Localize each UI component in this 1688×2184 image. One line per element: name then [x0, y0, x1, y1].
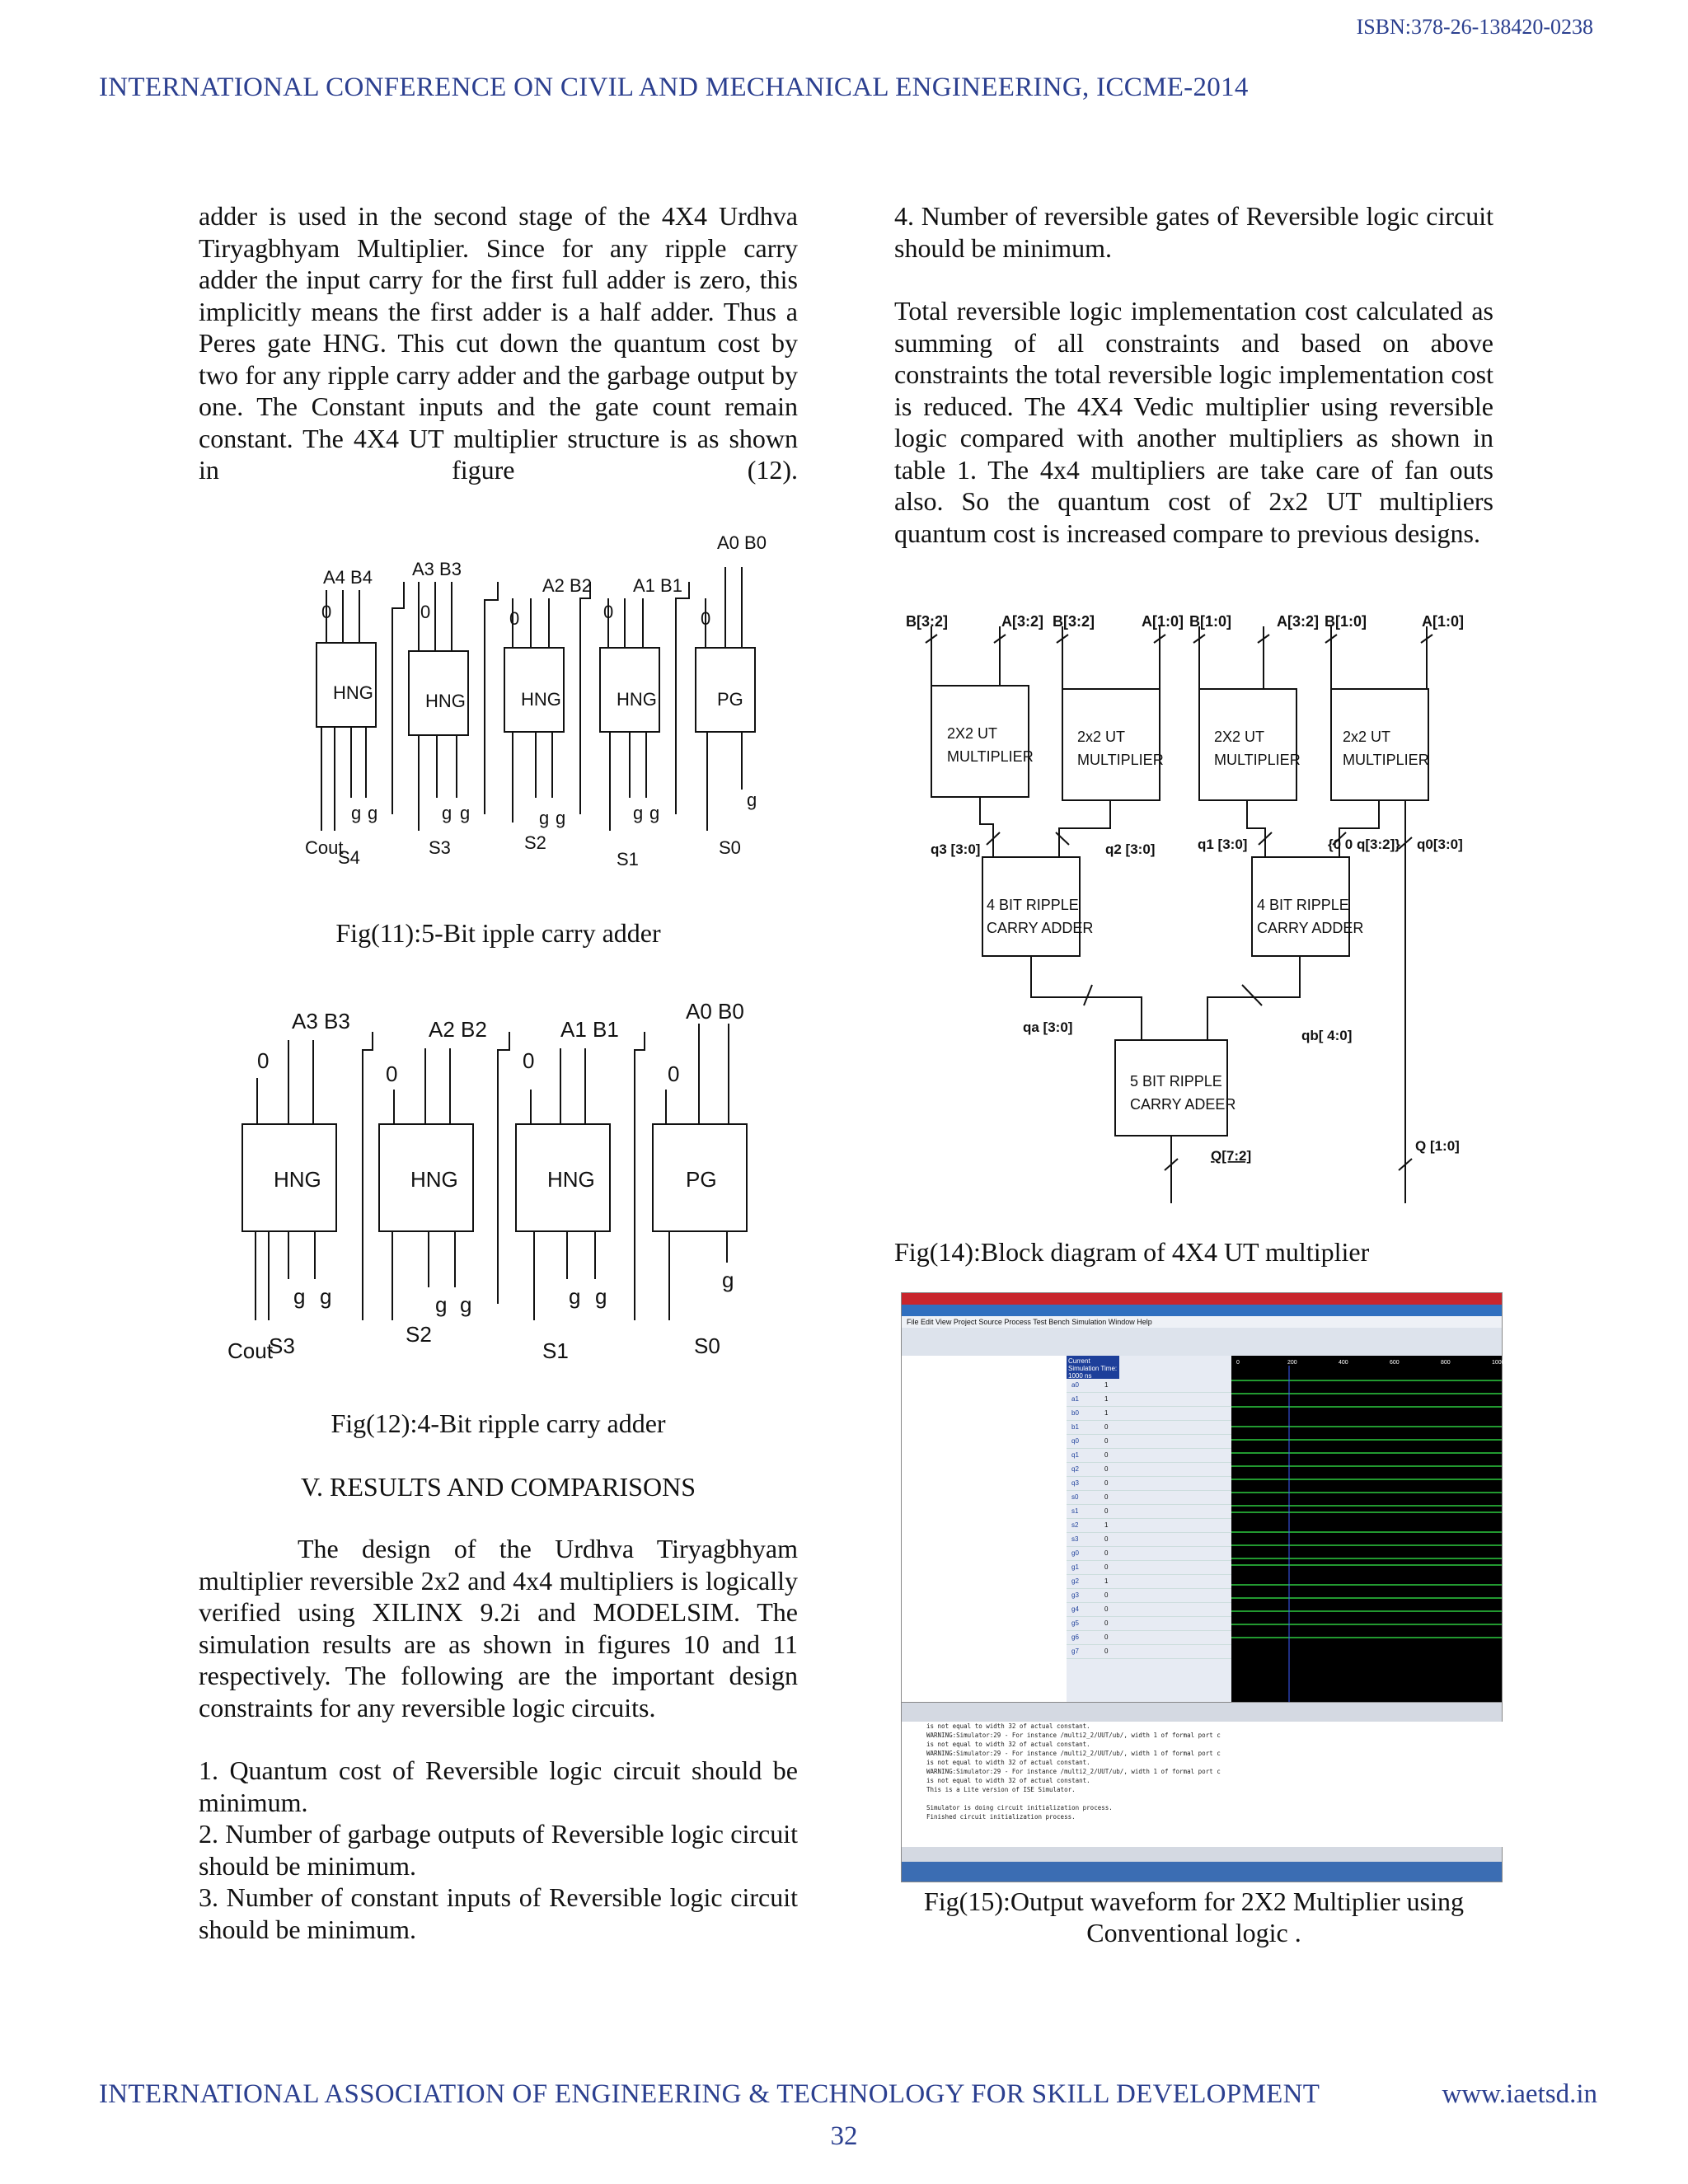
- page-number: 32: [830, 2121, 858, 2151]
- fig12-gate-hng: HNG: [547, 1167, 595, 1192]
- signal-row[interactable]: [1067, 1393, 1231, 1407]
- signal-name: s2: [1071, 1521, 1079, 1529]
- fig14-input-b32: B[3:2]: [1053, 613, 1095, 630]
- fig14-q1: q1 [3:0]: [1198, 837, 1248, 852]
- signal-value: 1: [1104, 1577, 1109, 1585]
- signal-name: a0: [1071, 1381, 1079, 1389]
- fig12-garbage: g: [569, 1284, 581, 1309]
- waveform-background: [1231, 1356, 1502, 1702]
- fig12-gate-pg: PG: [686, 1167, 717, 1192]
- left-column: [199, 200, 798, 486]
- fig14-caption: Fig(14):Block diagram of 4X4 UT multiplier: [894, 1237, 1370, 1267]
- mid-tab-bar: [902, 1702, 1502, 1722]
- fig11-out-s0: S0: [719, 837, 741, 858]
- time-tick: 600: [1390, 1360, 1400, 1366]
- fig11-garbage: g: [442, 803, 452, 823]
- fig12-four-bit-ripple-adder: [223, 999, 767, 1378]
- fig11-gate-hng: HNG: [521, 689, 561, 710]
- signal-name: q0: [1071, 1437, 1079, 1445]
- signal-name: g7: [1071, 1647, 1079, 1655]
- signal-row[interactable]: [1067, 1463, 1231, 1477]
- fig12-out-s0: S0: [694, 1333, 720, 1358]
- fig12-input-a1b1: A1 B1: [560, 1017, 619, 1042]
- console-line: is not equal to width 32 of actual constant.: [926, 1722, 1090, 1730]
- console-line: WARNING:Simulator:29 - For instance /multi2_2/UUT/ub/, width 1 of formal port c: [926, 1768, 1221, 1775]
- fig11-const-0: 0: [701, 608, 711, 629]
- fig12-input-a2b2: A2 B2: [429, 1017, 487, 1042]
- fig11-garbage: g: [368, 803, 378, 823]
- fig11-gate-hng: HNG: [617, 689, 657, 710]
- constraint-item-2: 2. Number of garbage outputs of Reversible logic circuit should be minimum.: [199, 1819, 798, 1881]
- toolbar: [902, 1328, 1502, 1357]
- fig11-garbage: g: [351, 803, 362, 823]
- waveform-pane: [1231, 1356, 1505, 1702]
- fig14-block-diagram: [894, 610, 1496, 1203]
- console-line: is not equal to width 32 of actual constant.: [926, 1759, 1090, 1766]
- console-line: Simulator is doing circuit initialization process.: [926, 1804, 1113, 1811]
- signal-row[interactable]: [1067, 1421, 1231, 1435]
- signal-value: 0: [1104, 1591, 1109, 1599]
- menu-bar[interactable]: File Edit View Project Source Process Test Bench Simulation Window Help: [907, 1318, 1152, 1326]
- signal-row[interactable]: [1067, 1505, 1231, 1519]
- fig14-q10: Q [1:0]: [1415, 1138, 1460, 1154]
- fig14-input-a32: A[3:2]: [1277, 613, 1320, 630]
- taskbar: [902, 1862, 1502, 1882]
- console-line: is not equal to width 32 of actual constant.: [926, 1777, 1090, 1784]
- signal-list-pane: [1067, 1356, 1232, 1702]
- signal-row[interactable]: [1067, 1477, 1231, 1491]
- fig14-q3: q3 [3:0]: [931, 841, 981, 857]
- signal-name: g5: [1071, 1619, 1079, 1627]
- signal-name: s1: [1071, 1507, 1079, 1515]
- fig11-input-a2b2: A2 B2: [542, 575, 592, 596]
- signal-row[interactable]: [1067, 1561, 1231, 1575]
- time-tick: 0: [1236, 1360, 1240, 1366]
- fig14-qb: qb[ 4:0]: [1301, 1028, 1353, 1043]
- fig11-out-s4: S4: [338, 847, 360, 868]
- constraint-item-4: 4. Number of reversible gates of Reversible logic circuit should be minimum.: [894, 201, 1493, 263]
- fig14-rca4-label: CARRY ADDER: [1257, 920, 1364, 936]
- fig11-const-0: 0: [509, 608, 520, 629]
- signal-row[interactable]: [1067, 1575, 1231, 1589]
- console-line: WARNING:Simulator:29 - For instance /multi2_2/UUT/ub/, width 1 of formal port c: [926, 1732, 1221, 1739]
- right-column: [894, 200, 1493, 549]
- signal-value: 0: [1104, 1605, 1109, 1613]
- signal-row[interactable]: [1067, 1435, 1231, 1449]
- signal-value: 0: [1104, 1423, 1109, 1431]
- bottom-tab-bar: [902, 1847, 1502, 1862]
- fig14-rca4-label: CARRY ADDER: [987, 920, 1094, 936]
- fig15-simulator-screenshot: [901, 1292, 1503, 1882]
- signal-value: 0: [1104, 1507, 1109, 1515]
- app-title-bar: [902, 1305, 1502, 1316]
- fig14-input-b10: B[1:0]: [1325, 613, 1367, 630]
- fig11-five-bit-ripple-adder: [297, 526, 767, 870]
- console-line: WARNING:Simulator:29 - For instance /multi2_2/UUT/ub/, width 1 of formal port c: [926, 1750, 1221, 1757]
- fig15-caption: Fig(15):Output waveform for 2X2 Multiplier using Conventional logic .: [923, 1886, 1465, 1947]
- fig12-out-s2: S2: [406, 1322, 432, 1347]
- fig14-mult-label: MULTIPLIER: [1077, 752, 1164, 768]
- signal-name: g2: [1071, 1577, 1079, 1585]
- fig11-out-s1: S1: [617, 849, 639, 869]
- fig14-rca5-label: CARRY ADEER: [1130, 1096, 1236, 1113]
- window-title-bar: [902, 1293, 1502, 1305]
- fig14-input-a10: A[1:0]: [1142, 613, 1184, 630]
- signal-name: s3: [1071, 1535, 1079, 1543]
- signal-name: b1: [1071, 1423, 1079, 1431]
- fig11-input-a3b3: A3 B3: [412, 559, 462, 579]
- signal-name: g4: [1071, 1605, 1079, 1613]
- fig14-input-b32: B[3:2]: [906, 613, 949, 630]
- section-title: V. RESULTS AND COMPARISONS: [301, 1472, 696, 1502]
- time-tick: 200: [1287, 1360, 1297, 1366]
- constraint-item-1: 1. Quantum cost of Reversible logic circuit should be minimum.: [199, 1755, 798, 1817]
- paragraph-results: The design of the Urdhva Tiryagbhyam multiplier reversible 2x2 and 4x4 multipliers is logically verified using XILINX 9.2i and MODELSIM. The simulation results are as shown in figures 10 and 11 respectively. The following are the important design constraints for any reversible logic circuits.: [199, 1534, 798, 1722]
- fig11-const-0: 0: [420, 602, 431, 622]
- fig14-q-concat: {0 0 q[3:2]}: [1328, 837, 1400, 852]
- fig11-garbage: g: [649, 803, 660, 823]
- fig12-garbage: g: [460, 1292, 472, 1317]
- signal-row[interactable]: [1067, 1519, 1231, 1533]
- fig12-const-0: 0: [668, 1062, 680, 1086]
- signal-name: g6: [1071, 1633, 1079, 1641]
- signal-row[interactable]: [1067, 1491, 1231, 1505]
- fig14-q72: Q[7:2]: [1211, 1148, 1252, 1164]
- signal-value: 0: [1104, 1549, 1109, 1557]
- fig12-out-cout: Cout: [227, 1338, 273, 1363]
- fig12-caption: Fig(12):4-Bit ripple carry adder: [331, 1408, 666, 1438]
- conference-title: INTERNATIONAL CONFERENCE ON CIVIL AND MECHANICAL ENGINEERING, ICCME-2014: [99, 73, 1249, 102]
- results-text: [199, 1533, 798, 1945]
- signal-value: 1: [1104, 1395, 1109, 1403]
- signal-name: b0: [1071, 1409, 1079, 1417]
- signal-value: 0: [1104, 1437, 1109, 1445]
- signal-row[interactable]: [1067, 1589, 1231, 1603]
- paragraph-cost: Total reversible logic implementation cost calculated as summing of all constraints and based on above constraints the total reversible logic implementation cost is reduced. The 4X4 Vedic multiplier using reversible logic compared with another multipliers as shown in table 1. The 4x4 multipliers are take care of fan outs also. So the quantum cost of 2x2 UT multipliers quantum cost is increased compare to previous designs.: [894, 296, 1493, 548]
- fig12-const-0: 0: [386, 1062, 398, 1086]
- fig14-qa: qa [3:0]: [1023, 1019, 1073, 1035]
- signal-row[interactable]: [1067, 1645, 1231, 1659]
- fig14-q0: q0[3:0]: [1417, 837, 1463, 852]
- fig12-gate-hng: HNG: [410, 1167, 458, 1192]
- fig11-input-a1b1: A1 B1: [633, 575, 682, 596]
- fig14-mult-label: MULTIPLIER: [947, 748, 1034, 765]
- signal-name: g0: [1071, 1549, 1079, 1557]
- signal-value: 1: [1104, 1381, 1109, 1389]
- console-line: is not equal to width 32 of actual constant.: [926, 1741, 1090, 1748]
- paragraph-intro: adder is used in the second stage of the 4X4 Urdhva Tiryagbhyam Multiplier. Since for any ripple carry adder the input carry for the first full adder is zero, this implicitly means the first adder is a half adder. Thus a Peres gate HNG. This cut down the quantum cost by two for any ripple carry adder and the garbage output by one. The Constant inputs and the gate count remain constant. The 4X4 UT multiplier structure is as shown in figure (12).: [199, 201, 798, 485]
- time-tick: 1000: [1492, 1360, 1505, 1366]
- fig14-mult-label: 2X2 UT: [947, 725, 998, 742]
- signal-row[interactable]: [1067, 1379, 1231, 1393]
- signal-row[interactable]: [1067, 1449, 1231, 1463]
- fig11-garbage: g: [460, 803, 471, 823]
- fig14-mult-label: 2x2 UT: [1077, 729, 1126, 745]
- fig12-garbage: g: [595, 1284, 607, 1309]
- console-line: Finished circuit initialization process.: [926, 1813, 1076, 1821]
- signal-value: 0: [1104, 1647, 1109, 1655]
- fig14-mult-label: MULTIPLIER: [1343, 752, 1429, 768]
- fig11-input-a4b4: A4 B4: [323, 567, 373, 588]
- fig12-const-0: 0: [257, 1048, 270, 1073]
- fig11-gate-hng: HNG: [333, 682, 373, 703]
- console-line: [926, 1794, 1526, 1803]
- time-tick: 400: [1339, 1360, 1348, 1366]
- fig11-out-s3: S3: [429, 837, 451, 858]
- signal-value: 0: [1104, 1479, 1109, 1487]
- fig14-mult-label: 2X2 UT: [1214, 729, 1265, 745]
- footer-url[interactable]: www.iaetsd.in: [1442, 2079, 1597, 2109]
- signal-value: 0: [1104, 1451, 1109, 1459]
- fig12-input-a0b0: A0 B0: [686, 999, 744, 1024]
- fig11-const-0: 0: [321, 602, 332, 622]
- fig11-const-0: 0: [603, 602, 614, 622]
- fig12-const-0: 0: [523, 1048, 535, 1073]
- fig11-out-s2: S2: [524, 832, 546, 853]
- signal-name: q1: [1071, 1451, 1079, 1459]
- fig12-garbage: g: [293, 1284, 306, 1309]
- signal-name: g1: [1071, 1563, 1079, 1571]
- signal-name: q3: [1071, 1479, 1079, 1487]
- console-line: This is a Lite version of ISE Simulator.: [926, 1786, 1076, 1793]
- signal-value: 0: [1104, 1493, 1109, 1501]
- fig12-out-s1: S1: [542, 1338, 569, 1363]
- fig14-mult-label: 2x2 UT: [1343, 729, 1391, 745]
- fig14-rca5-label: 5 BIT RIPPLE: [1130, 1073, 1222, 1090]
- signal-name: g3: [1071, 1591, 1079, 1599]
- console-output: [902, 1722, 1526, 1847]
- signal-row[interactable]: [1067, 1533, 1231, 1547]
- fig14-rca4-label: 4 BIT RIPPLE: [1257, 897, 1349, 913]
- time-tick: 800: [1441, 1360, 1451, 1366]
- fig12-out-s3: S3: [269, 1333, 295, 1358]
- fig11-garbage: g: [633, 803, 644, 823]
- fig11-garbage: g: [556, 808, 566, 828]
- signal-value: 0: [1104, 1465, 1109, 1473]
- signal-value: 1: [1104, 1521, 1109, 1529]
- fig11-caption: Fig(11):5-Bit ipple carry adder: [335, 918, 661, 948]
- signal-name: a1: [1071, 1395, 1079, 1403]
- fig11-input-a0b0: A0 B0: [717, 532, 767, 553]
- fig11-gate-pg: PG: [717, 689, 743, 710]
- signal-value: 1: [1104, 1409, 1109, 1417]
- fig12-garbage: g: [435, 1292, 448, 1317]
- fig12-input-a3b3: A3 B3: [292, 1009, 350, 1033]
- signal-value: 0: [1104, 1535, 1109, 1543]
- fig14-input-a32: A[3:2]: [1001, 613, 1044, 630]
- signal-row[interactable]: [1067, 1603, 1231, 1617]
- signal-name: s0: [1071, 1493, 1079, 1501]
- fig11-gate-hng: HNG: [425, 691, 466, 711]
- fig11-garbage: g: [747, 790, 757, 810]
- signal-value: 0: [1104, 1619, 1109, 1627]
- signal-row[interactable]: [1067, 1547, 1231, 1561]
- isbn-label: ISBN:378-26-138420-0238: [1356, 15, 1593, 39]
- constraint-item-3: 3. Number of constant inputs of Reversible logic circuit should be minimum.: [199, 1882, 798, 1944]
- fig14-input-b10: B[1:0]: [1189, 613, 1232, 630]
- fig14-q2: q2 [3:0]: [1105, 841, 1156, 857]
- fig11-out-cout: Cout: [305, 837, 344, 858]
- sim-time-header: Current Simulation Time: 1000 ns: [1067, 1356, 1119, 1379]
- fig14-input-a10: A[1:0]: [1422, 613, 1465, 630]
- fig12-garbage: g: [722, 1268, 734, 1292]
- signal-value: 0: [1104, 1633, 1109, 1641]
- fig12-gate-hng: HNG: [274, 1167, 321, 1192]
- signal-row[interactable]: [1067, 1631, 1231, 1645]
- footer-association: INTERNATIONAL ASSOCIATION OF ENGINEERING & TECHNOLOGY FOR SKILL DEVELOPMENT: [99, 2079, 1320, 2109]
- signal-name: q2: [1071, 1465, 1079, 1473]
- fig11-garbage: g: [539, 808, 550, 828]
- signal-value: 0: [1104, 1563, 1109, 1571]
- fig14-rca4-label: 4 BIT RIPPLE: [987, 897, 1079, 913]
- fig14-mult-label: MULTIPLIER: [1214, 752, 1301, 768]
- sources-pane: [902, 1356, 1067, 1702]
- fig12-garbage: g: [320, 1284, 332, 1309]
- signal-row[interactable]: [1067, 1617, 1231, 1631]
- signal-row[interactable]: [1067, 1407, 1231, 1421]
